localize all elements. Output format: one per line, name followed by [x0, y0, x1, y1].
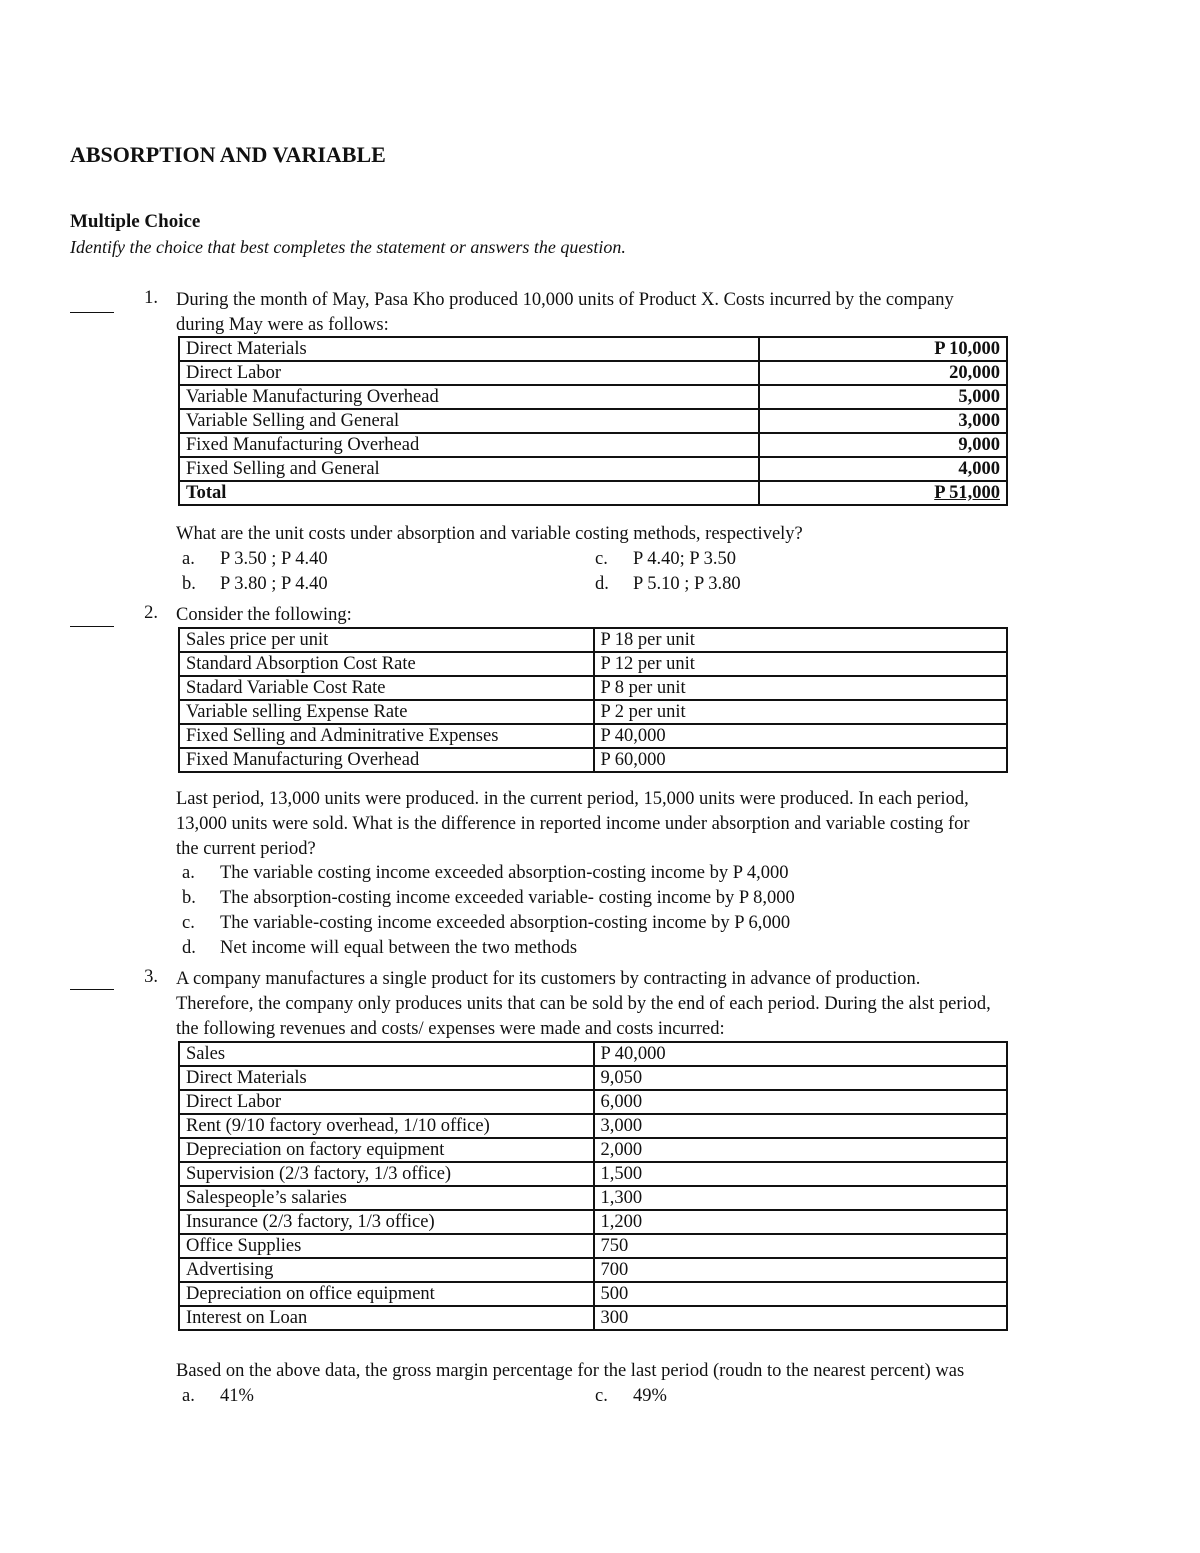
- row-label: Supervision (2/3 factory, 1/3 office): [179, 1162, 594, 1186]
- stem-line: Therefore, the company only produces units that can be sold by the end of each period. During the alst period,: [176, 994, 991, 1014]
- row-label: Office Supplies: [179, 1234, 594, 1258]
- table-row: [179, 1114, 1007, 1138]
- option-c[interactable]: c. The variable-costing income exceeded absorption-costing income by P 6,000: [182, 913, 791, 933]
- question-text: Based on the above data, the gross margin percentage for the last period (roudn to the nearest percent) was: [176, 1361, 965, 1381]
- question-number: 3.: [144, 967, 158, 987]
- row-value: 3,000: [594, 1114, 1007, 1138]
- stem-line: A company manufactures a single product for its customers by contracting in advance of production.: [176, 969, 921, 989]
- table-row: [179, 1066, 1007, 1090]
- question-number: 2.: [144, 603, 158, 623]
- answer-blank-q3[interactable]: [70, 989, 114, 990]
- row-value: P 18 per unit: [594, 628, 1007, 652]
- question-line: the current period?: [176, 839, 316, 859]
- row-label: Standard Absorption Cost Rate: [179, 652, 594, 676]
- row-value: 300: [594, 1306, 1007, 1330]
- table-row: [179, 724, 1007, 748]
- table-row: [179, 457, 1007, 481]
- table-row: [179, 748, 1007, 772]
- row-label: Variable Selling and General: [179, 409, 759, 433]
- table-row: [179, 337, 1007, 361]
- table-row: [179, 628, 1007, 652]
- row-value: P 60,000: [594, 748, 1007, 772]
- table-row: [179, 652, 1007, 676]
- row-value: 5,000: [759, 385, 1007, 409]
- table-row: [179, 1234, 1007, 1258]
- document-title: ABSORPTION AND VARIABLE: [70, 142, 386, 167]
- table-row: [179, 676, 1007, 700]
- row-label: Fixed Manufacturing Overhead: [179, 748, 594, 772]
- row-value: 750: [594, 1234, 1007, 1258]
- row-label: Fixed Selling and General: [179, 457, 759, 481]
- row-value: 9,000: [759, 433, 1007, 457]
- row-label: Depreciation on factory equipment: [179, 1138, 594, 1162]
- row-value: 6,000: [594, 1090, 1007, 1114]
- row-label: Total: [179, 481, 759, 505]
- row-label: Direct Labor: [179, 361, 759, 385]
- row-value: P 40,000: [594, 1042, 1007, 1066]
- option-d[interactable]: d. Net income will equal between the two methods: [182, 938, 578, 958]
- option-b[interactable]: b. The absorption-costing income exceeded variable- costing income by P 8,000: [182, 888, 795, 908]
- question-stem: [176, 288, 1136, 338]
- row-label: Advertising: [179, 1258, 594, 1282]
- option-a[interactable]: a. P 3.50 ; P 4.40: [182, 549, 328, 569]
- row-label: Rent (9/10 factory overhead, 1/10 office): [179, 1114, 594, 1138]
- answer-blank-q1[interactable]: [70, 312, 114, 313]
- question-stem: [176, 967, 1136, 1042]
- row-value: 3,000: [759, 409, 1007, 433]
- table-row: [179, 1306, 1007, 1330]
- table-row: [179, 700, 1007, 724]
- row-label: Fixed Selling and Adminitrative Expenses: [179, 724, 594, 748]
- rate-table-q2: [178, 627, 1008, 773]
- stem-line: during May were as follows:: [176, 315, 389, 335]
- stem-line: the following revenues and costs/ expenses were made and costs incurred:: [176, 1019, 725, 1039]
- answer-blank-q2[interactable]: [70, 626, 114, 627]
- row-value: 1,300: [594, 1186, 1007, 1210]
- row-label: Direct Materials: [179, 337, 759, 361]
- row-label: Depreciation on office equipment: [179, 1282, 594, 1306]
- option-c[interactable]: c. P 4.40; P 3.50: [595, 549, 736, 569]
- row-value: 1,500: [594, 1162, 1007, 1186]
- row-label: Insurance (2/3 factory, 1/3 office): [179, 1210, 594, 1234]
- row-value: 9,050: [594, 1066, 1007, 1090]
- row-value: P 40,000: [594, 724, 1007, 748]
- row-label: Direct Materials: [179, 1066, 594, 1090]
- row-value: P 12 per unit: [594, 652, 1007, 676]
- row-value: 4,000: [759, 457, 1007, 481]
- row-value: P 2 per unit: [594, 700, 1007, 724]
- row-label: Salespeople’s salaries: [179, 1186, 594, 1210]
- row-label: Sales price per unit: [179, 628, 594, 652]
- table-row: [179, 1042, 1007, 1066]
- option-a[interactable]: a. The variable costing income exceeded absorption-costing income by P 4,000: [182, 863, 789, 883]
- table-row: [179, 1138, 1007, 1162]
- table-row: [179, 1210, 1007, 1234]
- option-d[interactable]: d. P 5.10 ; P 3.80: [595, 574, 741, 594]
- row-value: P 10,000: [759, 337, 1007, 361]
- row-label: Variable selling Expense Rate: [179, 700, 594, 724]
- question-line: 13,000 units were sold. What is the difference in reported income under absorption and variable costing for: [176, 814, 970, 834]
- row-value: P 8 per unit: [594, 676, 1007, 700]
- row-label: Direct Labor: [179, 1090, 594, 1114]
- table-row: [179, 1162, 1007, 1186]
- row-value: 700: [594, 1258, 1007, 1282]
- table-row: [179, 409, 1007, 433]
- table-row: [179, 1090, 1007, 1114]
- question-text: [176, 787, 1136, 862]
- row-label: Interest on Loan: [179, 1306, 594, 1330]
- table-row: [179, 1186, 1007, 1210]
- row-value: 20,000: [759, 361, 1007, 385]
- table-row: [179, 433, 1007, 457]
- table-row: [179, 385, 1007, 409]
- question-text: What are the unit costs under absorption and variable costing methods, respectively?: [176, 524, 803, 544]
- question-number: 1.: [144, 288, 158, 308]
- option-a[interactable]: a. 41%: [182, 1386, 254, 1406]
- question-stem: Consider the following:: [176, 605, 352, 625]
- cost-table-q1: [178, 336, 1008, 506]
- stem-line: During the month of May, Pasa Kho produced 10,000 units of Product X. Costs incurred by the company: [176, 290, 954, 310]
- row-label: Sales: [179, 1042, 594, 1066]
- section-heading: Multiple Choice: [70, 211, 201, 232]
- expense-table-q3: [178, 1041, 1008, 1331]
- section-instruction: Identify the choice that best completes the statement or answers the question.: [70, 237, 626, 257]
- row-value: P 51,000: [759, 481, 1007, 505]
- row-value: 500: [594, 1282, 1007, 1306]
- row-label: Stadard Variable Cost Rate: [179, 676, 594, 700]
- option-b[interactable]: b. P 3.80 ; P 4.40: [182, 574, 328, 594]
- row-value: 2,000: [594, 1138, 1007, 1162]
- table-row: [179, 1282, 1007, 1306]
- row-label: Variable Manufacturing Overhead: [179, 385, 759, 409]
- option-c[interactable]: c. 49%: [595, 1386, 667, 1406]
- table-row: [179, 361, 1007, 385]
- question-line: Last period, 13,000 units were produced. in the current period, 15,000 units were produced. In each period,: [176, 789, 969, 809]
- row-label: Fixed Manufacturing Overhead: [179, 433, 759, 457]
- row-value: 1,200: [594, 1210, 1007, 1234]
- table-row: [179, 1258, 1007, 1282]
- table-row-total: [179, 481, 1007, 505]
